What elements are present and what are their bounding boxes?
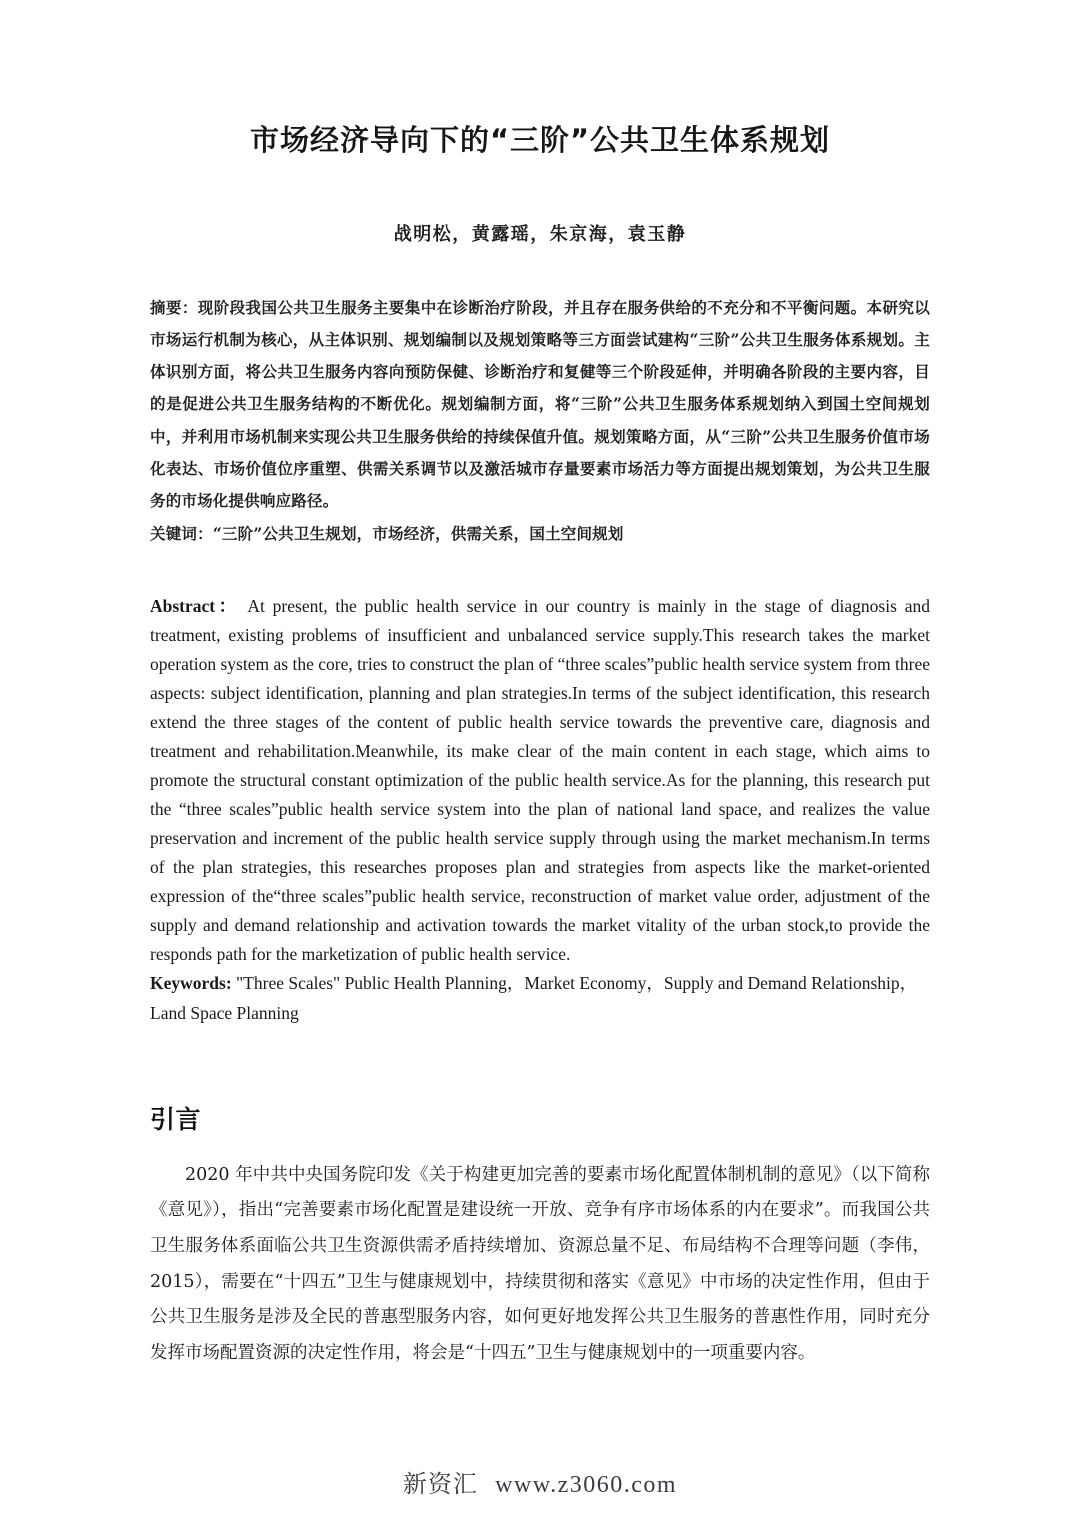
introduction-paragraph: 2020 年中共中央国务院印发《关于构建更加完善的要素市场化配置体制机制的意见》（以下简称《意见》），指出“完善要素市场化配置是建设统一开放、竞争有序市场体系的内在要求”。而我国公共卫生服务体系面临公共卫生资源供需矛盾持续增加、资源总量不足、布局结构不合理等问题（李伟，2015），需要在“十四五”卫生与健康规划中，持续贯彻和落实《意见》中市场的决定性作用，但由于公共卫生服务是涉及全民的普惠型服务内容，如何更好地发挥公共卫生服务的普惠性作用，同时充分发挥市场配置资源的决定性作用，将会是“十四五”卫生与健康规划中的一项重要内容。 bbox=[150, 1164, 930, 1364]
english-keywords bbox=[150, 969, 930, 1027]
section-heading-introduction: 引言 bbox=[150, 1104, 202, 1134]
english-keywords-text: "Three Scales" Public Health Planning，Market Economy，Supply and Demand Relationship，Land Space Planning bbox=[150, 973, 918, 1023]
chinese-keywords-text: “三阶”公共卫生规划，市场经济，供需关系，国土空间规划 bbox=[212, 523, 624, 543]
page-title: 市场经济导向下的“三阶”公共卫生体系规划 bbox=[249, 123, 831, 157]
footer-brand: 新资汇 bbox=[402, 1470, 478, 1498]
footer-watermark bbox=[0, 1464, 1080, 1499]
english-abstract-label: Abstract： bbox=[150, 595, 240, 616]
chinese-abstract bbox=[150, 246, 930, 517]
footer-site-url: www.z3060.com bbox=[495, 1472, 678, 1498]
chinese-abstract-text: 现阶段我国公共卫生服务主要集中在诊断治疗阶段，并且存在服务供给的不充分和不平衡问题。本研究以市场运行机制为核心，从主体识别、规划编制以及规划策略等三方面尝试建构“三阶”公共卫生服务体系规划。主体识别方面，将公共卫生服务内容向预防保健、诊断治疗和复健等三个阶段延伸，并明确各阶段的主要内容，目的是促进公共卫生服务结构的不断优化。规划编制方面，将“三阶”公共卫生服务体系规划纳入到国土空间规划中，并利用市场机制来实现公共卫生服务供给的持续保值升值。规划策略方面，从“三阶”公共卫生服务价值市场化表达、市场价值位序重塑、供需关系调节以及激活城市存量要素市场活力等方面提出规划策划，为公共卫生服务的市场化提供响应路径。 bbox=[150, 298, 930, 510]
english-keywords-label: Keywords: bbox=[150, 973, 232, 994]
chinese-abstract-label: 摘要： bbox=[150, 298, 198, 318]
english-abstract-text: At present, the public health service in our country is mainly in the stage of diagnosis and treatment, existing problems of insufficient and unbalanced service supply.This research takes the market operation system as the core, tries to construct the plan of “three scales”public health service system from three aspects: subject identification, planning and plan strategies.In terms of the subject identification, this research extend the three stages of the content of public health service towards the preventive care, diagnosis and treatment and rehabilitation.Meanwhile, its make clear of the main content in each stage, which aims to promote the structural constant optimization of the public health service.As for the planning, this research put the “three scales”public health service system into the plan of national land space, and realizes the value preservation and increment of the public health service supply through using the market mechanism.In terms of the plan strategies, this researches proposes plan and strategies from aspects like the market-oriented expression of the“three scales”public health service, reconstruction of market value order, adjustment of the supply and demand relationship and activation towards the market vitality of the urban stock,to provide the responds path for the marketization of public health service. bbox=[150, 595, 931, 965]
author-list: 战明松，黄露瑶，朱京海，袁玉静 bbox=[393, 224, 687, 246]
chinese-keywords bbox=[150, 517, 930, 550]
english-abstract bbox=[150, 550, 930, 970]
chinese-keywords-label: 关键词： bbox=[150, 523, 213, 543]
